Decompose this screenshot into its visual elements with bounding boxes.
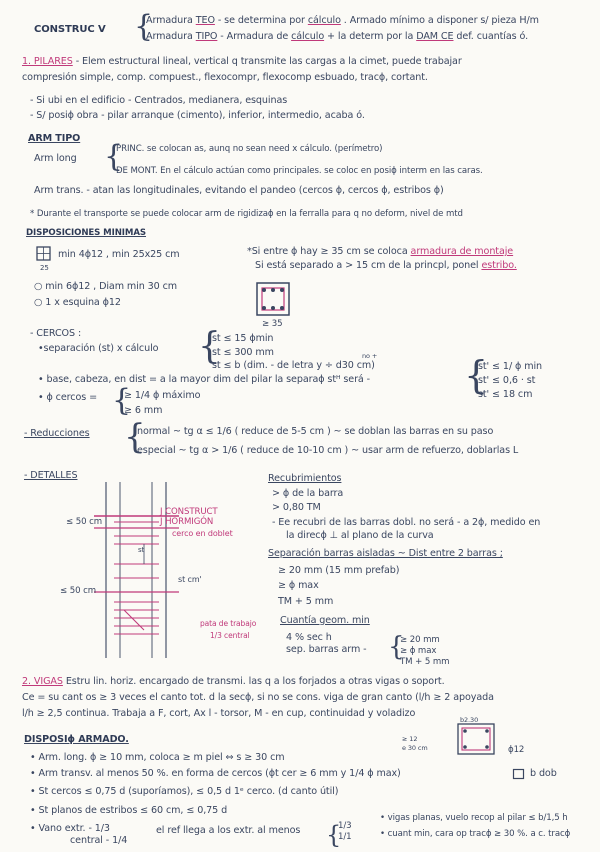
dispo-min-b: ○ min 6ϕ12 , Diam min 30 cm xyxy=(34,281,178,292)
vigas-b5a: • Vano extr. - 1/3 xyxy=(30,823,110,834)
vigas-b1: • Arm. long. ϕ ≥ 10 mm, coloca ≥ m piel ⇔ s ≥ 30 cm xyxy=(30,752,285,763)
cuantia-2: sep. barras arm - xyxy=(286,644,367,655)
recub-2: > 0,80 TM xyxy=(272,502,321,513)
arm-note: * Durante el transporte se puede colocar arm de rigidizaϕ en la ferralla para q no deform, nivel de mtd xyxy=(30,209,463,219)
reducciones-normal: normal ~ tg α ≤ 1/6 ( reduce de 5-5 cm ) ~ se doblan las barras en su paso xyxy=(137,426,494,437)
arm-trans: Arm trans. - atan las longitudinales, evitando el pandeo (cercos ϕ, cercos ϕ, estribos ϕ) xyxy=(34,185,444,196)
circle-section-icon-small: ○ xyxy=(34,297,46,308)
detalle-st-mark: st xyxy=(138,546,145,554)
cercos-heading: - CERCOS : xyxy=(30,328,82,339)
cuantia-3: ≥ 20 mm xyxy=(400,635,440,645)
fig-side-label: ≥ 12 xyxy=(402,735,418,743)
dim-25-label: 25 xyxy=(40,264,49,272)
dim-35-label: ≥ 35 xyxy=(262,319,283,329)
separacion-1: ≥ 20 mm (15 mm prefab) xyxy=(278,565,400,576)
arm-tipo-label: ARM TIPO xyxy=(28,133,81,144)
closed-stirrup-icon xyxy=(512,768,526,780)
vigas-b5d: 1/3 xyxy=(338,821,352,831)
vigas-note-2: • cuant min, cara op tracϕ ≥ 30 %. a c. tracϕ xyxy=(380,829,571,839)
pilares-heading: 1. PILARES xyxy=(22,56,73,67)
cercos-rule-1: st' ≤ 1/ ϕ min xyxy=(478,361,542,372)
cuantia-heading: Cuantía geom. min xyxy=(280,615,370,626)
cercos-base: • base, cabeza, en dist = a la mayor dim del pilar la separaϕ stᴴ será - xyxy=(38,374,371,385)
pilares-line-2: compresión simple, comp. compuest., flexocompr, flexocomp esbuado, tracϕ, cortant. xyxy=(22,72,428,83)
cercos-diam: • ϕ cercos = xyxy=(38,392,98,403)
vigas-note-1: • vigas planas, vuelo recop al pilar ≤ b/1,5 h xyxy=(380,813,568,823)
cercos-brace: { xyxy=(198,326,221,367)
dispo-min-c: ○ 1 x esquina ϕ12 xyxy=(34,297,121,308)
detalle-construct: J CONSTRUCT xyxy=(160,507,218,517)
recub-heading: Recubrimientos xyxy=(268,473,342,484)
page-title: CONSTRUC V xyxy=(34,24,106,35)
detalles-heading: - DETALLES xyxy=(24,470,78,481)
arm-long-label: Arm long xyxy=(34,153,77,164)
cercos-base-brace: { xyxy=(464,353,489,397)
separacion-3: TM + 5 mm xyxy=(278,596,334,607)
column-section-drawing xyxy=(254,280,294,320)
vigas-heading: 2. VIGAS xyxy=(22,676,63,687)
cercos-cond-3: st ≤ b (dim. - de letra y ÷ d30 cm) xyxy=(212,360,375,371)
reducciones-heading: - Reducciones xyxy=(24,428,90,439)
fig-top-label: b2.30 xyxy=(460,716,479,724)
vigas-b5b: central - 1/4 xyxy=(70,835,128,846)
dispo-sep-2: Si está separado a > 15 cm de la princpl, ponel estribo. xyxy=(255,260,517,271)
dispo-sep-1: *Si entre ϕ hay ≥ 35 cm se coloca armadura de montaje xyxy=(247,246,514,257)
vigas-line-1: 2. VIGAS Estru lin. horiz. encargado de transmi. las q a los forjados a otras vigas o soport. xyxy=(22,676,445,687)
pilares-bullet-1: - Si ubi en el edificio - Centrados, medianera, esquinas xyxy=(30,95,288,106)
dispo-label: DISPOSICIONES MINIMAS xyxy=(26,228,146,238)
vigas-b5-brace: { xyxy=(326,821,342,849)
vigas-dispo: DISPOSIϕ ARMADO. xyxy=(24,734,129,745)
arm-demont: DE MONT. En el cálculo actúan como principales. se coloc en posiϕ interm en las caras. xyxy=(116,166,483,176)
separacion-heading: Separación barras aisladas ~ Dist entre 2 barras ; xyxy=(268,548,503,559)
cuantia-4: ≥ ϕ max xyxy=(400,646,437,656)
vigas-line-3: l/h ≥ 2,5 continua. Trabaja a F, cort, Ax l - torsor, M - en cup, continuidad y voladizo xyxy=(22,708,416,719)
arm-long-brace: { xyxy=(104,139,124,174)
arm-princ: PRINC. se colocan as, aunq no sean need x cálculo. (perímetro) xyxy=(116,144,383,154)
cercos-diam-1: ≥ 1/4 ϕ máximo xyxy=(124,390,201,401)
recub-1: > ϕ de la barra xyxy=(272,488,344,499)
cercos-separacion: •separación (st) x cálculo xyxy=(38,343,159,354)
vigas-b4: • St planos de estribos ≤ 60 cm, ≤ 0,75 d xyxy=(30,805,228,816)
detalle-hormigon: J HORMIGÓN xyxy=(160,517,214,527)
cercos-diam-2: ≥ 6 mm xyxy=(124,405,163,416)
cuantia-5: TM + 5 mm xyxy=(400,657,450,667)
vigas-b5e: 1/1 xyxy=(338,832,352,842)
detalle-st-prime: st cm' xyxy=(178,575,202,584)
intro-line-2: Armadura TIPO - Armadura de cálculo + la determ por la DAM CE def. cuantías ó. xyxy=(146,31,529,42)
detalle-pata: pata de trabajo xyxy=(200,619,257,628)
square-section-icon xyxy=(36,246,52,262)
cercos-cond-1: st ≤ 15 ϕmin xyxy=(212,333,274,344)
dispo-min-a: min 4ϕ12 , min 25x25 cm xyxy=(58,249,180,260)
detalle-50-a: ≤ 50 cm xyxy=(66,517,102,527)
intro-brace: { xyxy=(134,9,154,44)
pilares-line-1: 1. PILARES - Elem estructural lineal, vertical q transmite las cargas a la cimet, puede trabajar xyxy=(22,56,462,67)
pilares-bullet-2: - S/ posiϕ obra - pilar arranque (cimento), inferior, intermedio, acaba ó. xyxy=(30,110,365,121)
circle-section-icon: ○ xyxy=(34,281,46,292)
detalle-cerco-doblet: cerco en doblet xyxy=(172,529,233,538)
cercos-cond-3-sup: no + xyxy=(362,352,378,360)
fig-phi-label: ϕ12 xyxy=(508,745,525,755)
cercos-rule-2: st' ≤ 0,6 · st xyxy=(478,375,536,386)
vigas-b2: • Arm transv. al menos 50 %. en forma de cercos (ϕt cer ≥ 6 mm y 1/4 ϕ max) xyxy=(30,768,401,779)
detalle-central: 1/3 central xyxy=(210,631,250,640)
recub-3b: la direcϕ ⊥ al plano de la curva xyxy=(286,530,434,541)
cuantia-brace: { xyxy=(388,632,405,662)
reducciones-especial: especial ~ tg α > 1/6 ( reduce de 10-10 cm ) ~ usar arm de refuerzo, doblarlas L xyxy=(137,445,519,456)
vigas-b2-tail: b dob xyxy=(530,768,557,779)
recub-3: - Ee recubri de las barras dobl. no será - a 2ϕ, medido en xyxy=(272,517,541,528)
fig-e-label: e 30 cm xyxy=(402,744,428,752)
vigas-line-2: Ce = su cant os ≥ 3 veces el canto tot. d la secϕ, si no se cons. viga de gran canto (l/h ≥ 2 apoyada xyxy=(22,692,494,703)
cercos-cond-2: st ≤ 300 mm xyxy=(212,347,274,358)
reducciones-brace: { xyxy=(124,417,146,457)
detalle-50-b: ≤ 50 cm xyxy=(60,586,96,596)
intro-line-1: Armadura TEO - se determina por cálculo . Armado mínimo a disponer s/ pieza H/m xyxy=(146,15,539,26)
cercos-rule-3: st' ≤ 18 cm xyxy=(478,389,533,400)
vigas-b3: • St cercos ≤ 0,75 d (suporíamos), ≤ 0,5 d 1ᵉ cerco. (d canto útil) xyxy=(30,786,339,797)
cercos-diam-brace: { xyxy=(112,383,132,418)
vigas-b5c: el ref llega a los extr. al menos xyxy=(156,825,301,836)
separacion-2: ≥ ϕ max xyxy=(278,580,319,591)
cuantia-1: 4 % sec h xyxy=(286,632,332,643)
